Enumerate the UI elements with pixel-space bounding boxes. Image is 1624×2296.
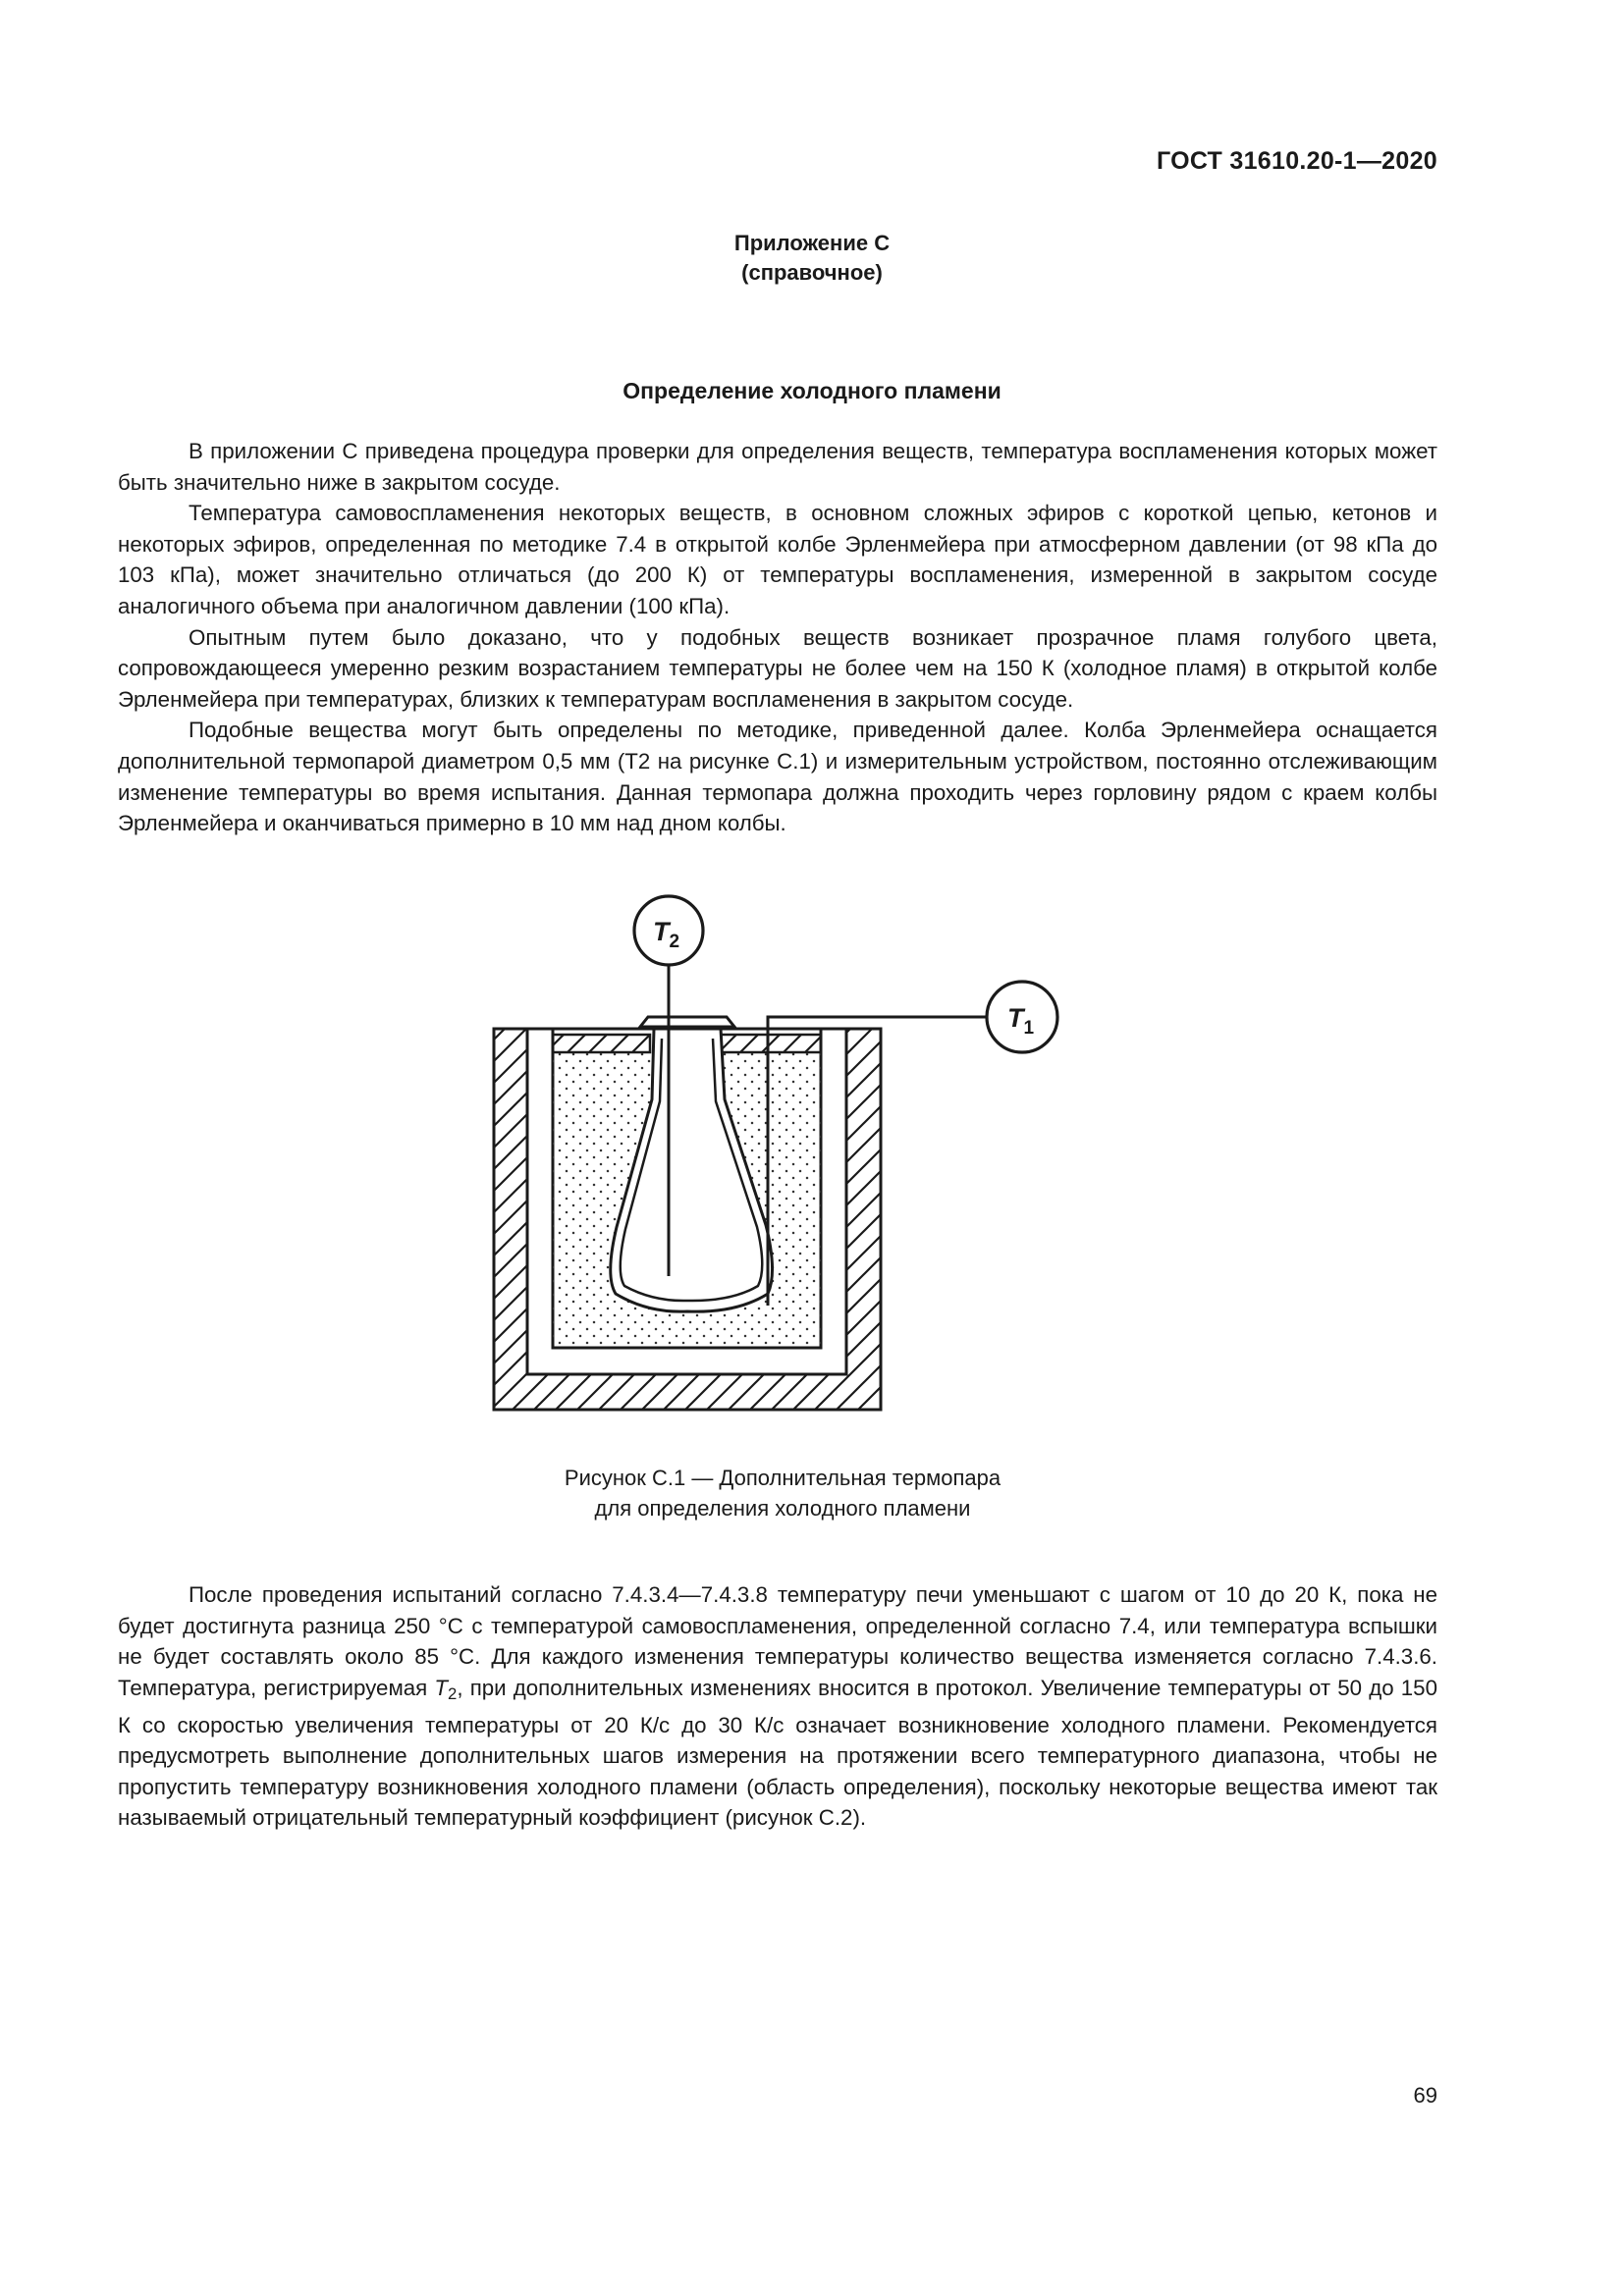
t1-label-letter: T [1007,1003,1024,1033]
caption-line: для определения холодного пламени [594,1496,971,1521]
section-title: Определение холодного пламени [623,378,1001,403]
document-code: ГОСТ 31610.20-1—2020 [1156,147,1437,175]
intro-text [118,436,1437,839]
t1-label-sub: 1 [1023,1018,1035,1039]
t2-label-sub: 2 [669,932,680,952]
appendix-heading [0,229,1624,288]
variable-letter: T [434,1675,449,1700]
procedure-text [118,1579,1437,1834]
paragraph: Температура самовоспламенения некоторых веществ, в основном сложных эфиров с короткой цепью, кетонов и некоторых эфиров, определенная по методике 7.4 в открытой колбе Эрленмейера при атмосферном давлении (от 98 кПа до 103 кПа), может значительно отличаться (до 200 К) от температуры воспламенения, измеренной в закрытом сосуде аналогичного объема при аналогичном давлении (100 кПа). [118,501,1437,618]
paragraph [118,1579,1437,1834]
figure-c1 [481,883,1070,1433]
paragraph-part: После проведения испытаний согласно 7.4.3.4—7.4.3.8 температуру печи уменьшают с шагом от 10 до 20 К, пока не будет достигнута разница 250 °С с температурой самовоспламенения, определенной согласно 7.4, или температура вспышки не будет составлять около 85 °С. Для каждого изменения температуры количество вещества изменяется согласно 7.4.3.6. Температура, регистрируемая [118,1582,1437,1700]
paragraph: В приложении С приведена процедура проверки для определения веществ, температура воспламенения которых может быть значительно ниже в закрытом сосуде. [118,439,1437,495]
paragraph-part: , при дополнительных изменениях вносится в протокол. Увеличение температуры от 50 до 150 К со скоростью увеличения температуры от 20 К/с до 30 К/с означает возникновение холодного пламени. Рекомендуется предусмотреть выполнение дополнительных шагов измерения на протяжении всего температурного диапазона, чтобы не пропустить температуру возникновения холодного пламени (область определения), поскольку некоторые вещества имеют так называемый отрицательный температурный коэффициент (рисунок С.2). [118,1675,1437,1831]
variable-subscript: 2 [448,1683,458,1703]
caption-line: Рисунок С.1 — Дополнительная термопара [564,1466,1001,1490]
paragraph: Опытным путем было доказано, что у подобных веществ возникает прозрачное пламя голубого цвета, сопровождающееся умеренно резким возрастанием температуры не более чем на 150 К (холодное пламя) в открытой колбе Эрленмейера при температурах, близких к температурам воспламенения в закрытом сосуде. [118,624,1437,712]
page-number: 69 [1413,2083,1437,2108]
appendix-title: Приложение С [733,231,891,255]
thermocouple-diagram [481,883,1070,1433]
flask-collar [640,1017,734,1027]
t2-label-letter: T [653,917,670,946]
appendix-subtitle: (справочное) [741,260,883,285]
figure-caption [0,1463,1565,1523]
paragraph: Подобные вещества могут быть определены по методике, приведенной далее. Колба Эрленмейера оснащается дополнительной термопарой диаметром 0,5 мм (Т2 на рисунке С.1) и измерительным устройством, постоянно отслеживающим изменение температуры во время испытания. Данная термопара должна проходить через горловину рядом с краем колбы Эрленмейера и оканчиваться примерно в 10 мм над дном колбы. [118,718,1437,836]
